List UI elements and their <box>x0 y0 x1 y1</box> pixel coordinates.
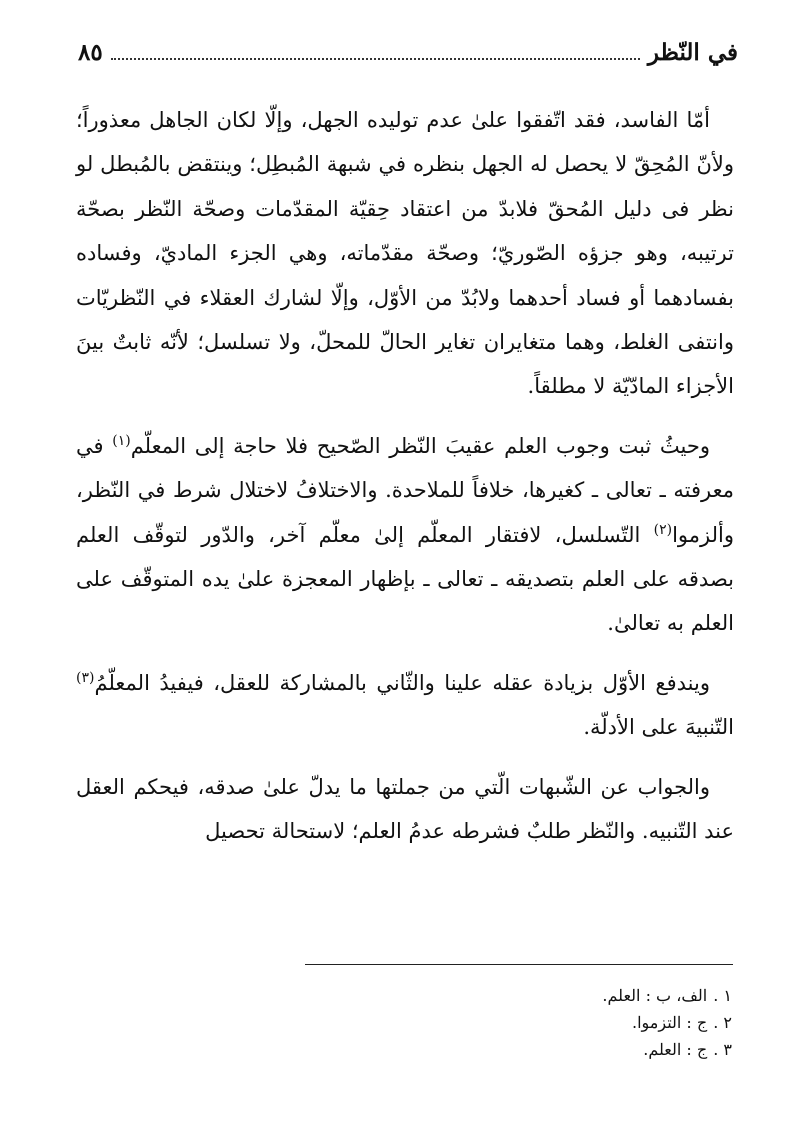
body-text <box>76 98 734 854</box>
paragraph-text: أمّا الفاسد، فقد اتّفقوا علىٰ عدم توليده الجهل، وإلّا لكان الجاهل معذوراً؛ ولأنّ المُحِقّ لا يحصل له الجهل بنظره في شبهة المُبطِل؛ وينتقض بالمُبطل لو نظر فى دليل المُحقّ فلابدّ من اعتقاد حِقيّة المقدّمات وصحّة النّظر بصحّة ترتيبه، وهو جزؤه الصّوريّ؛ وصحّة مقدّماته، وهي الجزء الماديّ، وفساده بفسادهما أو فساد أحدهما ولابُدّ من الأوّل، وإلّا لشارك العقلاء في النّظريّات وانتفى الغلط، وهما متغايران تغاير الحالّ للمحلّ، ولا تسلسل؛ لأنّه ثابتٌ بينَ الأجزاء المادّيّة لا مطلقاً. <box>76 108 735 399</box>
footnote-text: الف، ب : العلم. <box>602 986 708 1005</box>
paragraph-text: التّنبيهَ على الأدلّة. <box>583 715 734 740</box>
page-header <box>78 28 738 68</box>
paragraph <box>76 765 734 854</box>
footnote-number: ٣ . <box>713 1040 732 1059</box>
footnote-text: ج : التزموا. <box>632 1013 708 1032</box>
paragraph-text: والجواب عن الشّبهات الّتي من جملتها ما يدلّ علىٰ صدقه، فيحكم العقل عند التّنبيه. والنّظر طلبٌ فشرطه عدمُ العلم؛ لاستحالة تحصيل <box>76 774 734 844</box>
paragraph <box>76 424 734 646</box>
footnote-2 <box>302 1009 732 1036</box>
running-title: في النّظر <box>647 39 738 66</box>
paragraph-text: التّسلسل، لافتقار المعلّم إلىٰ معلّم آخر، والدّور لتوقّف العلم بصدقه على العلم بتصديقه ـ تعالى ـ بإظهار المعجزة علىٰ يده المتوقّف على العلم به تعالىٰ. <box>76 522 734 636</box>
footnote-ref-2[interactable]: (٢) <box>653 521 673 538</box>
footnote-number: ١ . <box>713 986 732 1005</box>
paragraph-text: ويندفع الأوّل بزيادة عقله علينا والثّاني بالمشاركة للعقل، فيفيدُ المعلّمُ <box>94 670 710 695</box>
header-dotted-leader <box>111 57 640 60</box>
paragraph-text: وحيثُ ثبت وجوب العلم عقيبَ النّظر الصّحيح فلا حاجة إلى المعلّم <box>130 433 711 458</box>
footnote-text: ج : العلم. <box>643 1040 708 1059</box>
paragraph-text: في معرفته ـ تعالى ـ كغيرها، خلافاً للملاحدة. والاختلافُ لاختلال شرط في النّظر، وألزموا <box>76 433 734 547</box>
footnote-ref-1[interactable]: (١) <box>112 432 131 449</box>
paragraph <box>76 661 734 750</box>
footnote-number: ٢ . <box>713 1013 732 1032</box>
footnote-1 <box>302 982 732 1009</box>
footnote-separator <box>305 964 733 965</box>
footnote-ref-3[interactable]: (٣) <box>76 669 95 686</box>
footnote-3 <box>302 1036 732 1063</box>
page-number: ٨٥ <box>78 39 103 66</box>
footnotes <box>302 982 732 1063</box>
paragraph <box>76 98 734 409</box>
